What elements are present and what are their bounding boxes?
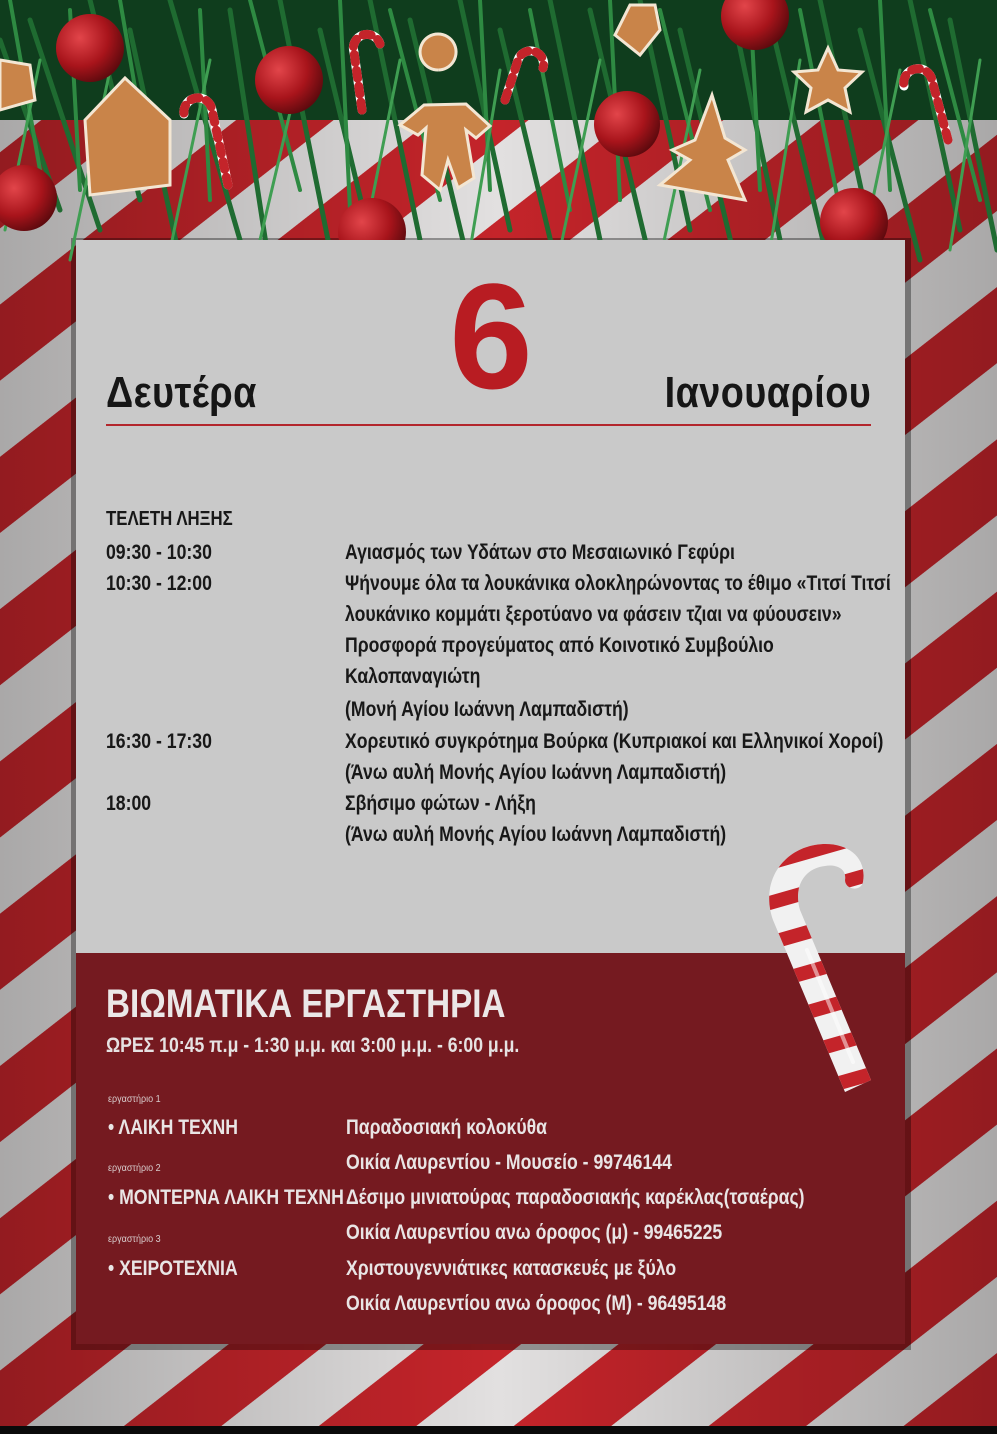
workshop-name: • ΛΑΙΚΗ ΤΕΧΝΗ bbox=[108, 1116, 239, 1139]
schedule-time: 18:00 bbox=[106, 792, 152, 815]
program-card bbox=[76, 240, 905, 1344]
workshop-label: εργαστήριο 2 bbox=[108, 1163, 161, 1174]
red-ornament-icon bbox=[255, 46, 323, 114]
schedule-heading: ΤΕΛΕΤΗ ΛΗΞΗΣ bbox=[106, 508, 233, 530]
red-ornament-icon bbox=[594, 91, 660, 157]
schedule-line: Χορευτικό συγκρότημα Βούρκα (Κυπριακοί και Ελληνικοί Χοροί) bbox=[345, 730, 884, 753]
day-number: 6 bbox=[449, 252, 533, 420]
candy-cane-icon bbox=[745, 830, 885, 1110]
gingerbread-star-icon bbox=[0, 60, 35, 110]
month-name: Ιανουαρίου bbox=[664, 368, 871, 417]
header-divider bbox=[106, 424, 871, 426]
schedule-time: 10:30 - 12:00 bbox=[106, 572, 212, 595]
schedule-line: (Άνω αυλή Μονής Αγίου Ιωάννη Λαμπαδιστή) bbox=[345, 823, 727, 846]
workshop-name: • ΧΕΙΡΟΤΕΧΝΙΑ bbox=[108, 1257, 238, 1280]
workshop-location: Οικία Λαυρεντίου - Μουσείο - 99746144 bbox=[346, 1151, 672, 1174]
workshop-activity: Χριστουγεννιάτικες κατασκευές με ξύλο bbox=[346, 1257, 677, 1280]
workshop-label: εργαστήριο 3 bbox=[108, 1234, 161, 1245]
workshop-location: Οικία Λαυρεντίου ανω όροφος (μ) - 99465225 bbox=[346, 1221, 723, 1244]
schedule-line: Σβήσιμο φώτων - Λήξη bbox=[345, 792, 536, 815]
schedule-time: 09:30 - 10:30 bbox=[106, 541, 212, 564]
workshop-name: • ΜΟΝΤΕΡΝΑ ΛΑΙΚΗ ΤΕΧΝΗ bbox=[108, 1186, 344, 1209]
schedule-line: (Άνω αυλή Μονής Αγίου Ιωάννη Λαμπαδιστή) bbox=[345, 761, 727, 784]
workshop-activity: Παραδοσιακή κολοκύθα bbox=[346, 1116, 548, 1139]
schedule-line: Ψήνουμε όλα τα λουκάνικα ολοκληρώνοντας το έθιμο «Τιτσί Τιτσί bbox=[345, 572, 891, 595]
schedule-line: Καλοπαναγιώτη bbox=[345, 665, 481, 688]
red-ornament-icon bbox=[56, 14, 124, 82]
schedule-line: Προσφορά προγεύματος από Κοινοτικό Συμβούλιο bbox=[345, 634, 774, 657]
workshop-location: Οικία Λαυρεντίου ανω όροφος (Μ) - 96495148 bbox=[346, 1292, 727, 1315]
schedule-time: 16:30 - 17:30 bbox=[106, 730, 212, 753]
schedule-line: (Μονή Αγίου Ιωάννη Λαμπαδιστή) bbox=[345, 698, 629, 721]
workshop-label: εργαστήριο 1 bbox=[108, 1094, 161, 1105]
day-name: Δευτέρα bbox=[106, 368, 257, 417]
schedule-line: λουκάνικο κομμάτι ξεροτύανο να φάσειν τζιαι να φύουσειν» bbox=[345, 603, 842, 626]
workshops-hours: ΩΡΕΣ 10:45 π.μ - 1:30 μ.μ. και 3:00 μ.μ. - 6:00 μ.μ. bbox=[106, 1034, 520, 1057]
workshops-title: ΒΙΩΜΑΤΙΚΑ ΕΡΓΑΣΤΗΡΙΑ bbox=[106, 982, 506, 1026]
schedule-line: Αγιασμός των Υδάτων στο Μεσαιωνικό Γεφύρι bbox=[345, 541, 735, 564]
workshop-activity: Δέσιμο μινιατούρας παραδοσιακής καρέκλας(τσαέρας) bbox=[346, 1186, 805, 1209]
